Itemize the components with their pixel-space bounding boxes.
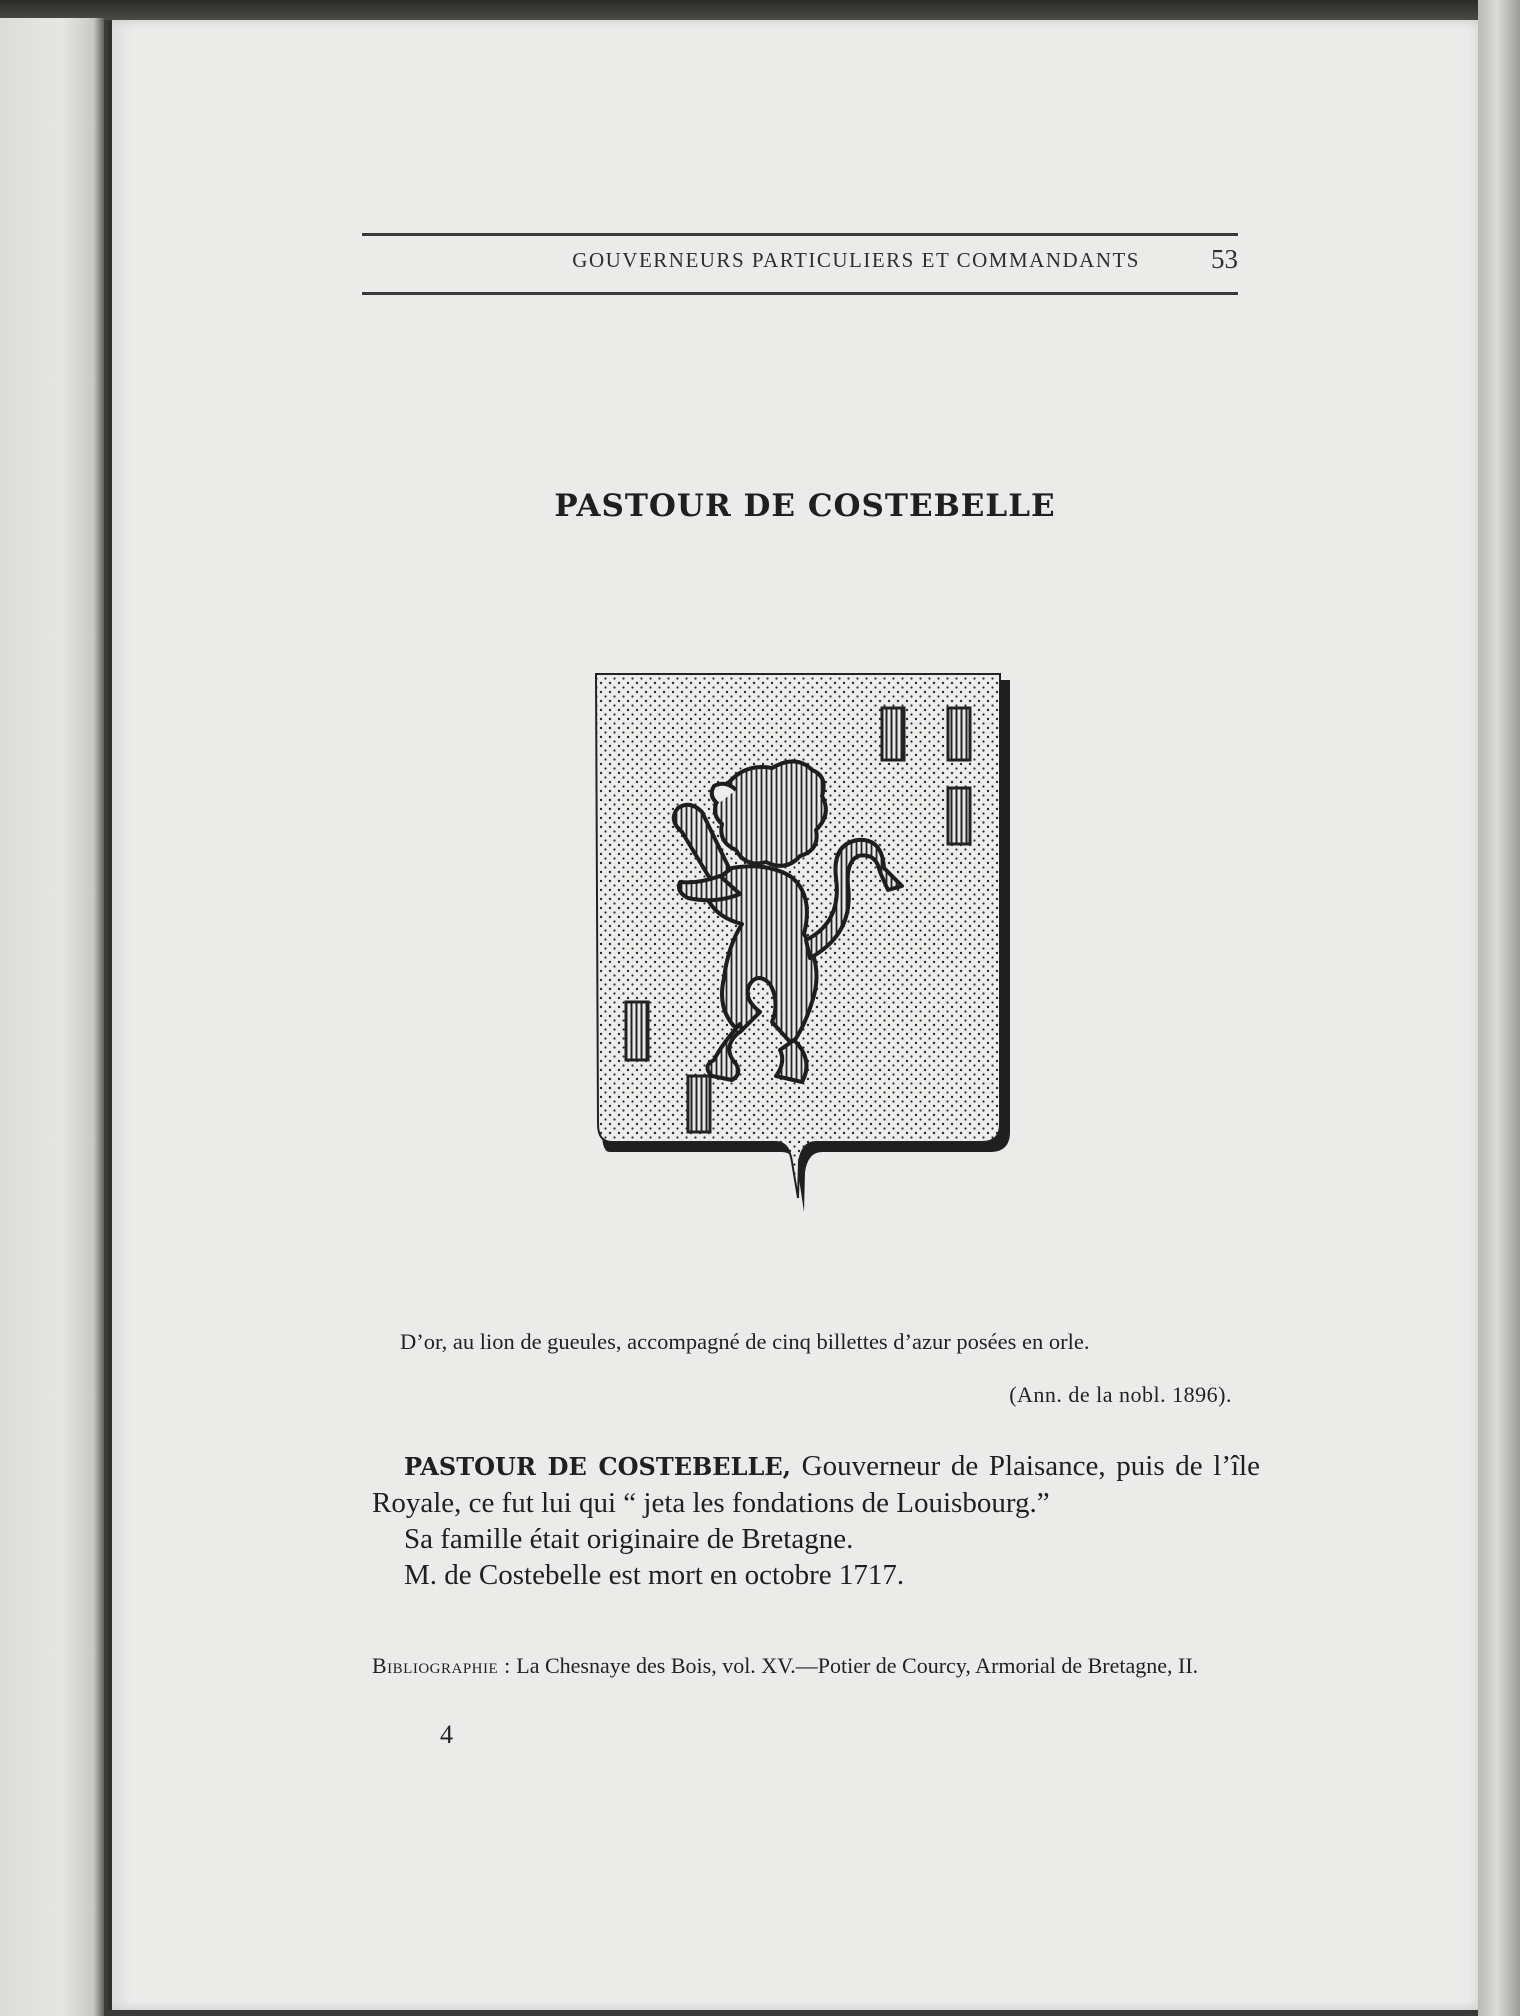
biography-paragraph-1-text: Gouverneur de Plaisance, puis de l’île Royale, ce fut lui qui “ jeta les fondations de Louisbourg.”	[372, 1450, 1260, 1519]
blazon-citation: (Ann. de la nobl. 1896).	[1009, 1382, 1232, 1407]
biography-paragraph-3: M. de Costebelle est mort en octobre 1717.	[404, 1559, 905, 1591]
bibliography-text: La Chesnaye des Bois, vol. XV.—Potier de Courcy, Armorial de Bretagne, II.	[510, 1653, 1199, 1678]
blazon-description: D’or, au lion de gueules, accompagné de cinq billettes d’azur posées en orle.	[400, 1329, 1090, 1354]
biography-text	[372, 1448, 1260, 1593]
blazon-text	[372, 1328, 1260, 1356]
facing-page-edge	[0, 18, 104, 2016]
signature-mark: 4	[440, 1720, 453, 1749]
book-page-edge	[1478, 0, 1520, 2016]
header-rule-bottom	[362, 292, 1238, 295]
heraldic-shield-lion-icon	[590, 672, 1020, 1224]
running-head	[362, 244, 1238, 284]
biography-paragraph-1	[372, 1448, 1260, 1521]
bibliography-label: Bibliographie :	[372, 1653, 511, 1678]
page-heading: PASTOUR DE COSTEBELLE	[554, 488, 1056, 524]
bibliography	[372, 1652, 1260, 1680]
subject-name: PASTOUR DE COSTEBELLE,	[404, 1452, 791, 1481]
header-rule-top	[362, 233, 1238, 236]
running-head-title: GOUVERNEURS PARTICULIERS ET COMMANDANTS	[572, 248, 1140, 272]
page-number: 53	[1211, 244, 1238, 274]
coat-of-arms	[590, 672, 1020, 1224]
biography-paragraph-2: Sa famille était originaire de Bretagne.	[404, 1523, 854, 1555]
scan-top-edge	[0, 0, 1520, 20]
